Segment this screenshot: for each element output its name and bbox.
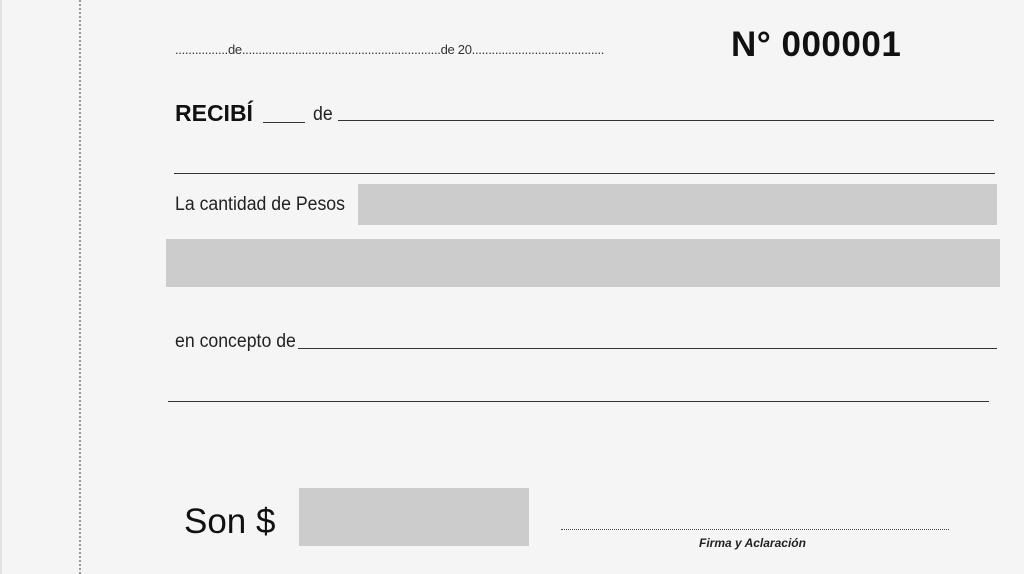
date-de-label: de: [228, 42, 242, 57]
recibi-from-field-continued[interactable]: [174, 173, 995, 174]
signature-label: Firma y Aclaración: [699, 536, 806, 550]
date-year-blank[interactable]: ........................................: [471, 42, 605, 57]
receipt-number: N° 000001: [731, 25, 902, 64]
concept-label: en concepto de: [175, 331, 296, 352]
amount-number-field[interactable]: [299, 488, 529, 546]
son-label: Son $: [184, 502, 276, 541]
amount-text-field[interactable]: [358, 184, 997, 225]
perforation-line: [79, 0, 81, 574]
concept-field-continued[interactable]: [168, 401, 989, 402]
recibi-from-field[interactable]: [338, 120, 994, 121]
signature-line[interactable]: [561, 529, 949, 530]
page-edge: [0, 0, 2, 574]
date-month-blank[interactable]: ............................................................: [241, 42, 441, 57]
date-line: [175, 42, 604, 57]
recibi-de-label: de: [313, 104, 333, 125]
recibi-label: RECIBÍ: [175, 100, 253, 126]
amount-text-field-continued[interactable]: [166, 239, 1000, 287]
recibi-blank-short[interactable]: [263, 122, 305, 123]
amount-text-label: La cantidad de Pesos: [175, 194, 345, 215]
date-year-label: de 20: [440, 42, 472, 57]
date-day-blank[interactable]: ................: [175, 42, 228, 57]
concept-field[interactable]: [298, 348, 997, 349]
